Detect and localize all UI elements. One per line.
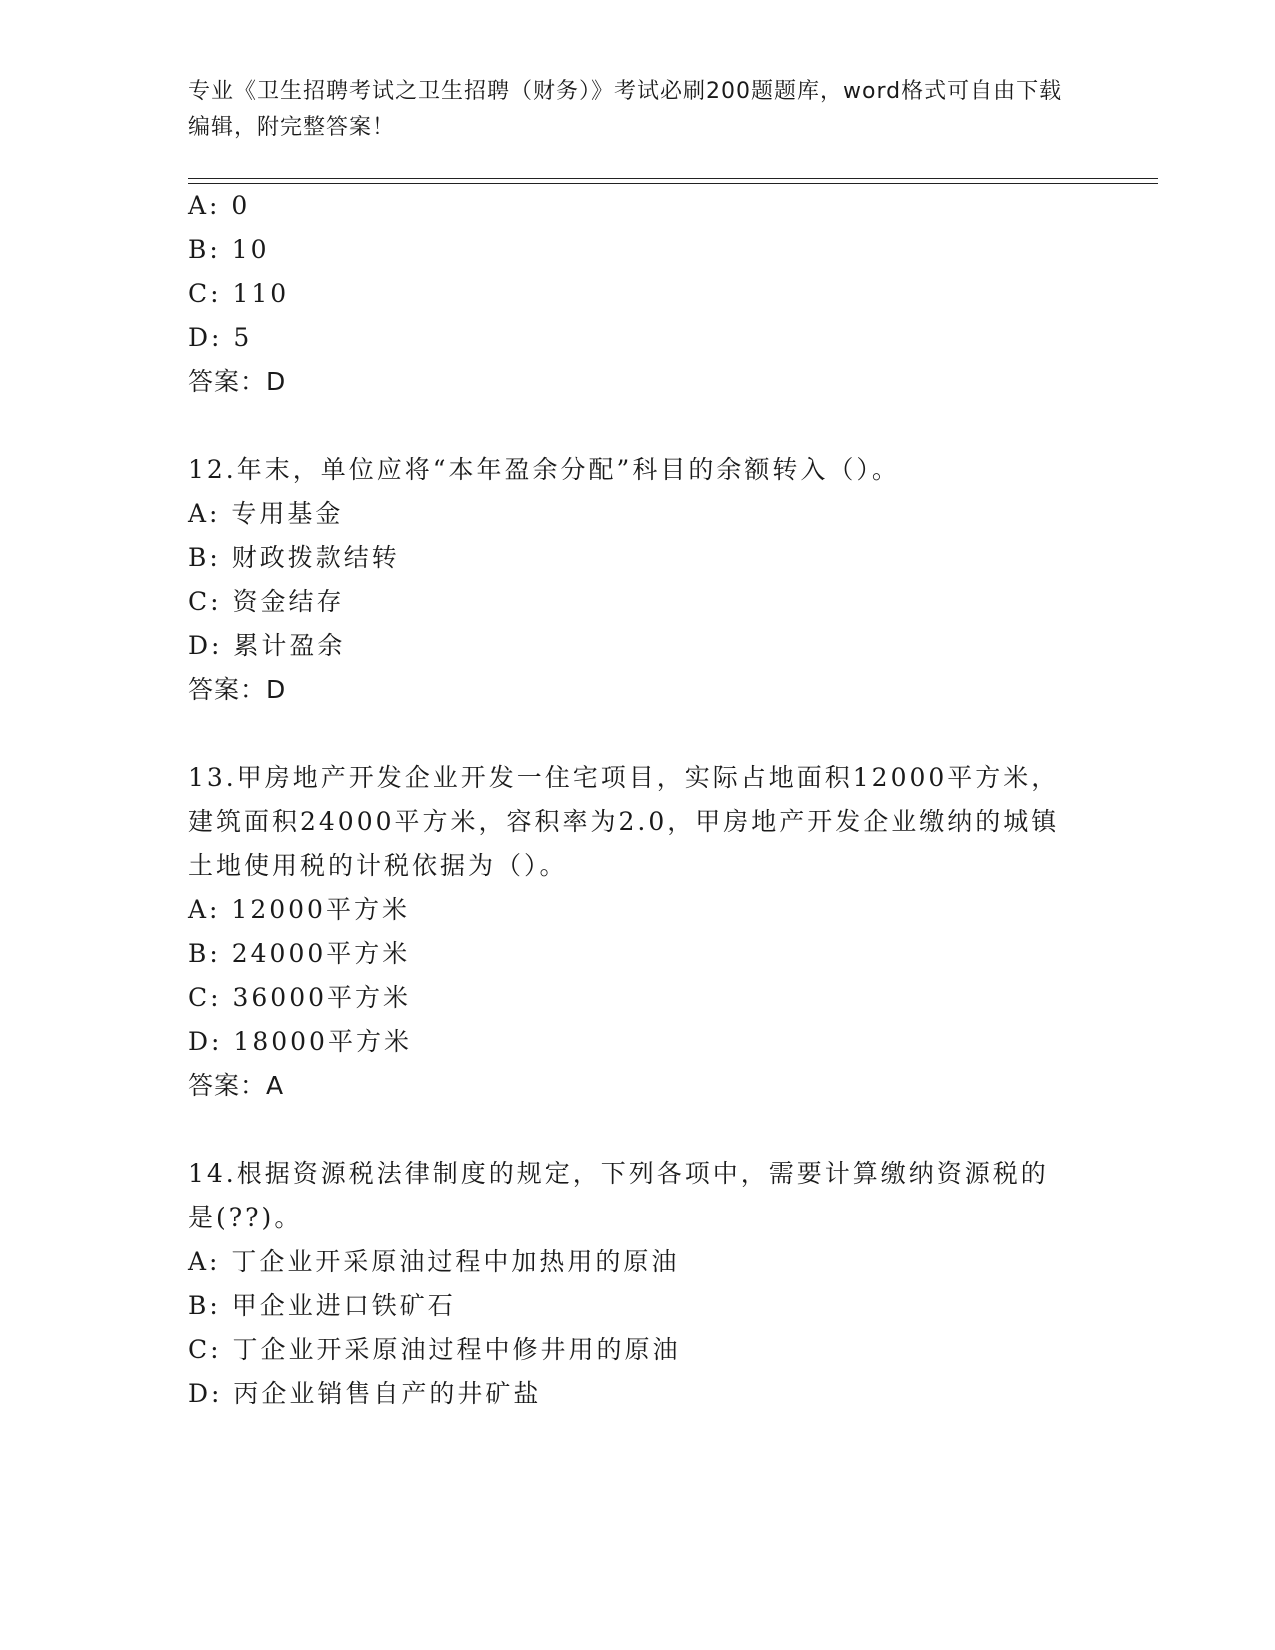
document-header: 专业《卫生招聘考试之卫生招聘（财务）》考试必刷200题题库，word格式可自由下载编辑，附完整答案！ bbox=[188, 79, 1063, 140]
q11-option-b: B: 10 bbox=[188, 235, 270, 264]
q13-answer: 答案：A bbox=[188, 1071, 285, 1100]
q12-option-b: B: 财政拨款结转 bbox=[188, 543, 400, 572]
q13-stem-line-1: 13.甲房地产开发企业开发一住宅项目，实际占地面积12000平方米， bbox=[188, 763, 1060, 792]
q14-option-b: B: 甲企业进口铁矿石 bbox=[188, 1291, 456, 1320]
q13-option-c: C: 36000平方米 bbox=[188, 983, 412, 1012]
q14-option-c: C: 丁企业开采原油过程中修井用的原油 bbox=[188, 1335, 681, 1364]
q14-stem-line-2: 是(??)。 bbox=[188, 1203, 303, 1232]
q13-stem-line-2: 建筑面积24000平方米，容积率为2.0，甲房地产开发企业缴纳的城镇 bbox=[188, 807, 1060, 836]
q13-option-d: D: 18000平方米 bbox=[188, 1027, 412, 1056]
q11-option-a: A: 0 bbox=[188, 191, 251, 220]
q13-option-b: B: 24000平方米 bbox=[188, 939, 411, 968]
header-divider-top bbox=[188, 178, 1158, 179]
q11-answer: 答案：D bbox=[188, 367, 287, 396]
q12-option-c: C: 资金结存 bbox=[188, 587, 345, 616]
q14-option-d: D: 丙企业销售自产的井矿盐 bbox=[188, 1379, 542, 1408]
q12-option-a: A: 专用基金 bbox=[188, 499, 344, 528]
q14-option-a: A: 丁企业开采原油过程中加热用的原油 bbox=[188, 1247, 680, 1276]
q14-stem-line-1: 14.根据资源税法律制度的规定，下列各项中，需要计算缴纳资源税的 bbox=[188, 1159, 1049, 1188]
q13-stem-line-3: 土地使用税的计税依据为（）。 bbox=[188, 851, 568, 880]
q11-option-d: D: 5 bbox=[188, 323, 253, 352]
q12-answer: 答案：D bbox=[188, 675, 287, 704]
header-divider-bottom bbox=[188, 183, 1158, 184]
q11-option-c: C: 110 bbox=[188, 279, 290, 308]
q12-stem-line-1: 12.年末，单位应将“本年盈余分配”科目的余额转入（）。 bbox=[188, 455, 900, 484]
q13-option-a: A: 12000平方米 bbox=[188, 895, 410, 924]
q12-option-d: D: 累计盈余 bbox=[188, 631, 346, 660]
